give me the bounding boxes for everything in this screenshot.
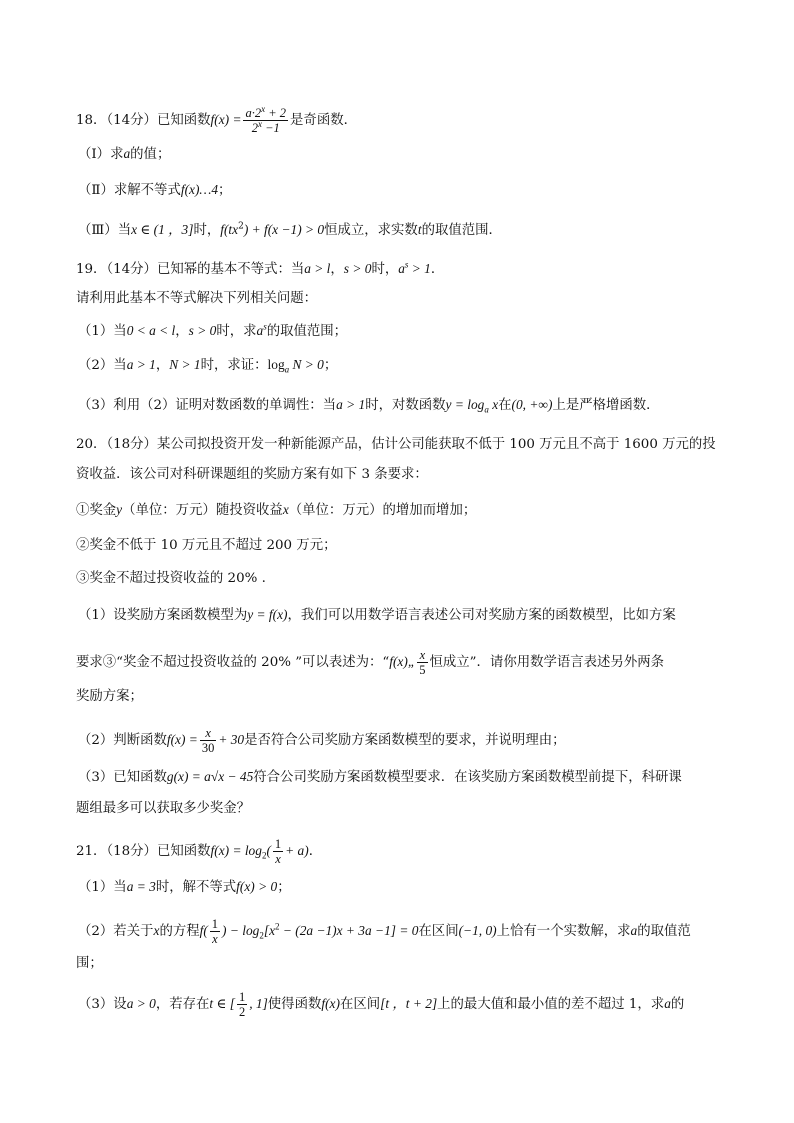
q19-part1: （1）当0 < a < l，s > 0时，求$a^s$的取值范围； bbox=[78, 321, 348, 339]
q20-part3-line1: （3）已知函数g(x) = a√x − 45符合公司奖励方案函数模型要求．在该奖励方案函数模型前提下，科研课 bbox=[78, 769, 682, 785]
q21-part1: （1）当a = 3时，解不等式f(x) > 0； bbox=[78, 879, 291, 895]
q20-requirement-2: ②奖金不低于 10 万元且不超过 200 万元； bbox=[76, 538, 337, 553]
q18-function-lhs: f(x) = bbox=[210, 112, 242, 127]
q18-part1: （Ⅰ）求a的值； bbox=[78, 146, 171, 162]
q20-part3-line2: 题组最多可以获取多少奖金？ bbox=[76, 801, 251, 816]
q18-part3: （Ⅲ）当x ∈ (1 ，3]时，$f(tx^2) + f(x -1) > 0$恒成立，求实数t的取值范围． bbox=[78, 221, 502, 238]
q18-fraction: $\frac{a\cdot 2^x + 2}{2^x -1}$ bbox=[245, 103, 287, 135]
q20-requirement-1: ①奖金y（单位：万元）随投资收益x（单位：万元）的增加而增加； bbox=[76, 502, 477, 518]
q20-part2: （2）判断函数f(x) = $\frac{x}{30}$ + 30是否符合公司奖励方案函数模型的要求，并说明理由； bbox=[78, 726, 566, 755]
q19-intro: 请利用此基本不等式解决下列相关问题： bbox=[76, 291, 318, 306]
q19-stem: 19．（14分）已知幂的基本不等式：当a > l，s > 0时，$a^s > 1$． bbox=[76, 259, 445, 277]
q21-part2-line2: 围； bbox=[76, 956, 103, 971]
q21-part3: （3）设a > 0，若存在t ∈ [ $\frac{1}{2}$ , 1]使得函数f(x)在区间[t ，t + 2]上的最大值和最小值的差不超过 1，求a的 bbox=[78, 990, 685, 1019]
q18-part2: （Ⅱ）求解不等式f(x)…4； bbox=[78, 182, 232, 198]
q20-part1-line3: 奖励方案； bbox=[76, 689, 143, 704]
q20-stem-line2: 资收益．该公司对科研课题组的奖励方案有如下 3 条要求： bbox=[76, 467, 428, 482]
q19-part2: （2）当a > 1，N > 1时，求证：$\log_a N > 0$； bbox=[78, 357, 338, 375]
q19-part3: （3）利用（2）证明对数函数的单调性：当a > 1时，对数函数$y = \log_a x$在(0, +∞)上是严格增函数． bbox=[78, 397, 660, 415]
q20-requirement-3: ③奖金不超过投资收益的 20% . bbox=[76, 571, 266, 586]
q20-part1-line2: 要求③“奖金不超过投资收益的 20% ”可以表述为：“f(x)„ $\frac{x}{5}$ 恒成立”．请你用数学语言表述另外两条 bbox=[76, 648, 665, 677]
q21-stem: 21．（18分）已知函数$f(x) = \log_2$( $\frac{1}{x}$ + a)． bbox=[76, 837, 323, 866]
q20-stem-line1: 20．（18分）某公司拟投资开发一种新能源产品，估计公司能获取不低于 100 万元且不高于 1600 万元的投 bbox=[76, 437, 716, 452]
q20-part1-line1: （1）设奖励方案函数模型为y = f(x)，我们可以用数学语言表述公司对奖励方案的函数模型，比如方案 bbox=[78, 607, 676, 623]
q18-stem: 18．（14分）已知函数f(x) = $\frac{a\cdot 2^x + 2}{2^x -1}$ 是奇函数． bbox=[76, 103, 357, 135]
q21-part2-line1: （2）若关于x的方程f( $\frac{1}{x}$ ) − $\log_2[x^2 - (2a -1)x + 3a -1] = 0$在区间(−1, 0)上恰有一个实数解，求a的取值范 bbox=[78, 917, 691, 946]
